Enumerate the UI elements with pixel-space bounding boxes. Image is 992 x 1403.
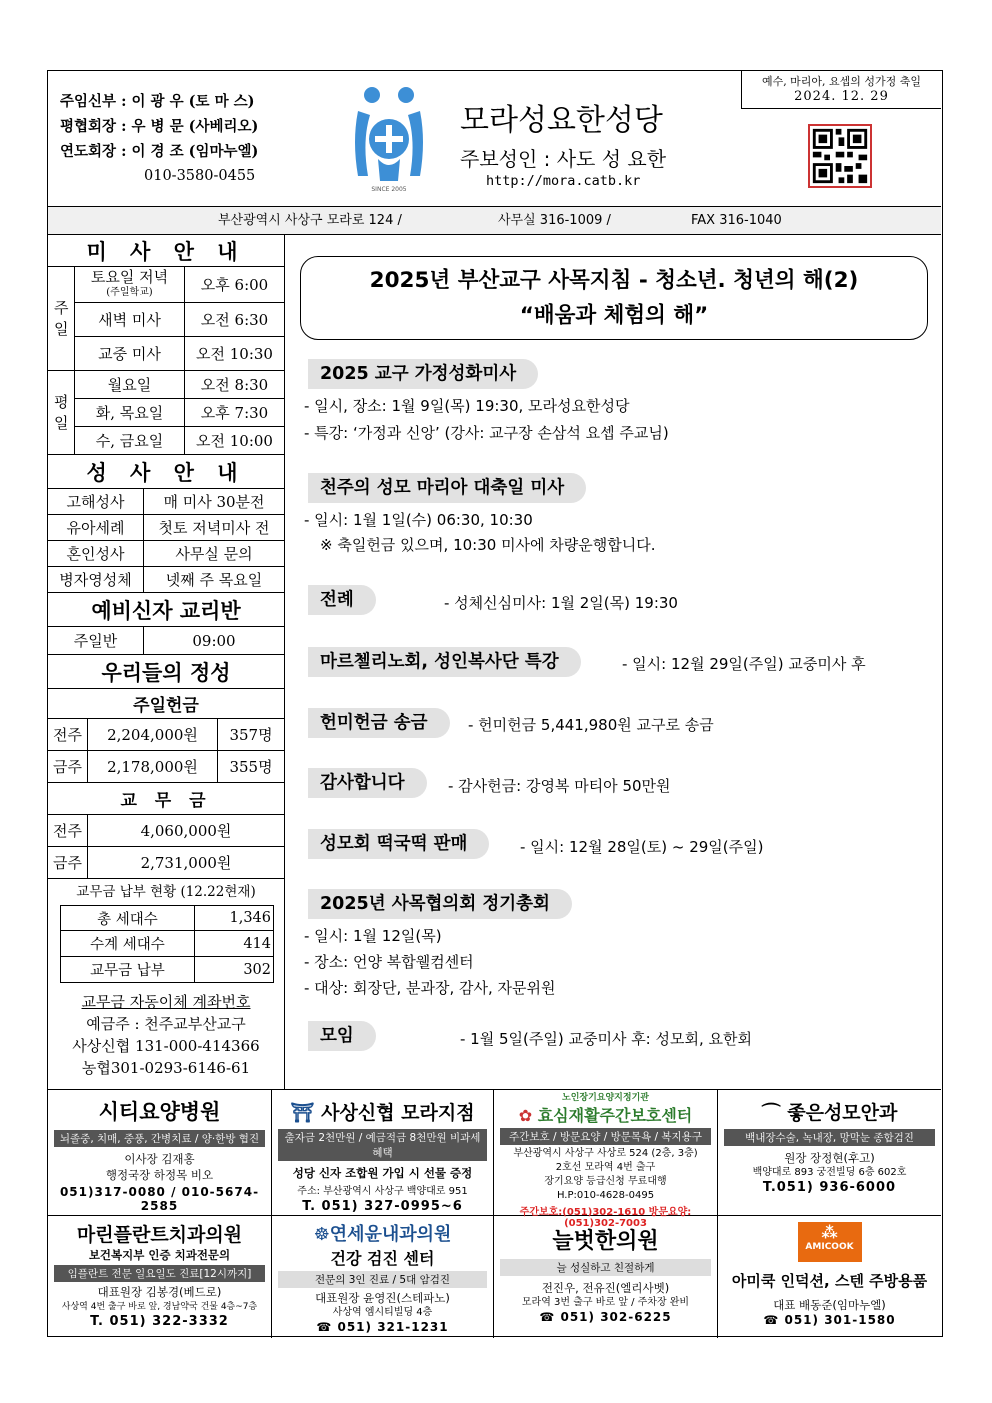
account-info — [48, 991, 284, 1079]
advertisements — [48, 1089, 941, 1337]
pastoral-title-box — [300, 256, 928, 340]
section-text: - 장소: 언양 복합웰컴센터 — [304, 953, 474, 971]
staff-row: 연도회장 : 이 경 조 (임마누엘) — [60, 143, 259, 160]
ad-sasang-credit-union[interactable]: ⛩ 사상신협 모라지점 출자금 2천만원 / 예금적금 8천만원 비과세 혜택 성당 신자 조합원 가입 시 선물 증정 주소: 부산광역시 사상구 백양대로 951 T. 051) 327-0995~6 — [272, 1090, 494, 1216]
account-title: 교무금 자동이체 계좌번호 — [81, 993, 251, 1011]
sacrament-row: 병자영성체 넷째 주 목요일 — [48, 567, 284, 593]
ad-marine-dental[interactable]: 마린플란트치과의원 보건복지부 인증 치과전문의 임플란트 전문 일요일도 진료[12시까지] 대표원장 김봉경(베드로) 사상역 4번 출구 바로 앞, 경남약국 건물 4층~7층 T. 051) 322-3332 — [48, 1216, 272, 1338]
mass-row: 월요일 오전 8:30 — [75, 371, 284, 399]
catechumen-row: 주일반 09:00 — [48, 627, 284, 655]
main-content — [286, 235, 941, 1089]
left-column — [48, 235, 285, 1089]
staff-phone: 010-3580-0455 — [144, 168, 256, 184]
status-row: 교무금 납부 302 — [60, 957, 274, 983]
section-heading: 2025년 사목협의회 정기총회 — [308, 889, 572, 919]
account-number: 농협301-0293-6146-61 — [81, 1059, 251, 1077]
bulletin-date: 2024. 12. 29 — [794, 89, 889, 104]
amicook-logo-icon: ⁂ AMICOOK — [798, 1222, 862, 1262]
qr-code-icon[interactable] — [808, 124, 872, 188]
since-text: SINCE 2005 — [371, 186, 407, 193]
flower-icon: ✿ — [518, 1106, 533, 1125]
mass-row: 교중 미사 오전 10:30 — [75, 337, 284, 371]
office-phone: 사무실 316-1009 / — [498, 213, 611, 228]
section-text: - 대상: 회장단, 분과장, 감사, 자문위원 — [304, 979, 556, 997]
section-text: - 특강: ‘가정과 신앙’ (강사: 교구장 손삼석 요셉 주교님) — [304, 424, 669, 442]
ad-hyosim-center[interactable]: 노인장기요양지정기관 ✿ 효심재활주간보호센터 주간보호 / 방문요양 / 방문목욕 / 복지용구 부산광역시 사상구 사상로 524 (2층, 3층) 2호선 모라역 4번 출구 장기요양 등급신청 무료대행 H.P:010-4628-0495 주간보호:(051)302-1610 방문요양:(051)302-7003 — [494, 1090, 718, 1216]
section-text: - 일시: 12월 28일(토) ~ 29일(주일) — [520, 838, 764, 856]
bank-logo-icon: ⛩ — [290, 1102, 315, 1124]
ad-amicook[interactable]: ⁂ AMICOOK 아미쿡 인덕션, 스텐 주방용품 대표 배동준(임마누엘) ☎ 051) 301-1580 — [731, 1223, 928, 1327]
weekday-label: 평일 — [48, 371, 75, 455]
section-heading: 헌미헌금 송금 — [308, 708, 450, 738]
sacrament-row: 유아세례 첫토 저녁미사 전 — [48, 515, 284, 541]
mass-row: 토요일 저녁 (주일학교) 오후 6:00 — [75, 267, 284, 303]
fee-row: 전주 4,060,000원 — [48, 815, 284, 847]
status-title: 교무금 납부 현황 (12.22현재) — [76, 884, 256, 900]
section-text: - 1월 5일(주일) 교중미사 후: 성모회, 요한회 — [460, 1030, 752, 1048]
section-heading: 마르첼리노회, 성인복사단 특강 — [308, 647, 581, 677]
pastoral-title: 2025년 부산교구 사목지침 - 청소년. 청년의 해(2) — [369, 268, 859, 293]
section-text: - 감사헌금: 강영복 마티아 50만원 — [448, 777, 671, 795]
sacrament-row: 혼인성사 사무실 문의 — [48, 541, 284, 567]
mass-row: 화, 목요일 오후 7:30 — [75, 399, 284, 427]
ad-neulbeot-clinic[interactable]: 늘벗한의원 늘 성실하고 친절하게 전진우, 전유진(엘리사벳) 모라역 3번 출구 바로 앞 / 주차장 완비 ☎ 051) 302-6225 — [494, 1216, 718, 1338]
section-heading: 전례 — [308, 585, 376, 615]
ad-yonsei-clinic[interactable]: ☸연세윤내과의원 건강 검진 센터 전문의 3인 진료 / 5대 암검진 대표원장 윤영진(스테파노) 사상역 엠시티빌딩 4층 ☎ 051) 321-1231 — [272, 1216, 494, 1338]
pastoral-subtitle: “배움과 체험의 해” — [519, 303, 709, 328]
fee-row: 금주 2,731,000원 — [48, 847, 284, 879]
section-heading: 감사합니다 — [308, 768, 427, 798]
section-heading: 2025 교구 가정성화미사 — [308, 359, 538, 389]
clinic-logo-icon: ☸ — [313, 1224, 330, 1245]
status-row: 총 세대수 1,346 — [60, 905, 274, 931]
patron-saint: 주보성인 : 사도 성 요한 — [460, 147, 667, 171]
parish-url[interactable]: http://mora.catb.kr — [486, 173, 641, 189]
header — [48, 71, 941, 207]
sunday-label: 주일 — [48, 267, 75, 371]
account-holder: 예금주 : 천주교부산교구 — [86, 1015, 246, 1033]
bulletin-sheet — [47, 70, 943, 1337]
mass-row: 수, 금요일 오전 10:00 — [75, 427, 284, 455]
section-text: - 일시: 1월 12일(목) — [304, 927, 442, 945]
section-text: - 헌미헌금 5,441,980원 교구로 송금 — [468, 716, 714, 734]
parish-fee-title: 교 무 금 — [48, 783, 284, 815]
fax-number: FAX 316-1040 — [691, 213, 782, 228]
staff-row: 평협회장 : 우 병 문 (사베리오) — [60, 118, 259, 135]
section-text: - 성체신심미사: 1월 2일(목) 19:30 — [444, 594, 678, 612]
section-heading: 성모회 떡국떡 판매 — [308, 829, 489, 859]
mass-title: 미 사 안 내 — [48, 235, 284, 267]
staff-row: 주임신부 : 이 광 우 (토 마 스) — [60, 93, 255, 110]
offering-row: 전주 2,204,000원 357명 — [48, 719, 284, 751]
account-number: 사상신협 131-000-414366 — [72, 1037, 260, 1055]
offering-row: 금주 2,178,000원 355명 — [48, 751, 284, 783]
section-text: - 일시, 장소: 1월 9일(목) 19:30, 모라성요한성당 — [304, 397, 630, 415]
address-bar — [48, 207, 941, 235]
section-heading: 천주의 성모 마리아 대축일 미사 — [308, 473, 586, 503]
eye-logo-icon: ⌒ — [761, 1102, 781, 1124]
section-text: - 일시: 12월 29일(주일) 교중미사 후 — [622, 655, 866, 673]
status-row: 수계 세대수 414 — [60, 931, 274, 957]
offering-title: 우리들의 정성 — [48, 655, 284, 689]
sacrament-title: 성 사 안 내 — [48, 455, 284, 489]
section-heading: 모임 — [308, 1021, 376, 1051]
feast-box — [741, 71, 941, 109]
section-text: ※ 축일헌금 있으며, 10:30 미사에 차량운행합니다. — [320, 536, 656, 554]
staff-list — [60, 89, 258, 189]
mass-row: 새벽 미사 오전 6:30 — [75, 303, 284, 337]
feast-name: 예수, 마리아, 요셉의 성가정 축일 — [761, 75, 922, 88]
parish-name: 모라성요한성당 — [460, 103, 663, 138]
ad-city-hospital[interactable]: 시티요양병원 뇌졸중, 치매, 중풍, 간병치료 / 양·한방 협진 이사장 김재홍 행정국장 하정목 비오 051)317-0080 / 010-5674-2585 — [48, 1090, 272, 1216]
section-text: - 일시: 1월 1일(수) 06:30, 10:30 — [304, 511, 533, 529]
sunday-offering-title: 주일헌금 — [48, 689, 284, 719]
ad-good-eye-clinic[interactable]: ⌒ 좋은성모안과 백내장수술, 녹내장, 망막눈 종합검진 원장 장정현(후고) 백양대로 893 궁전빌딩 6층 602호 T.051) 936-6000 — [718, 1090, 941, 1216]
sacrament-row: 고해성사 매 미사 30분전 — [48, 489, 284, 515]
address: 부산광역시 사상구 모라로 124 / — [218, 213, 402, 228]
parish-logo-icon — [348, 81, 430, 193]
catechumen-title: 예비신자 교리반 — [48, 593, 284, 627]
